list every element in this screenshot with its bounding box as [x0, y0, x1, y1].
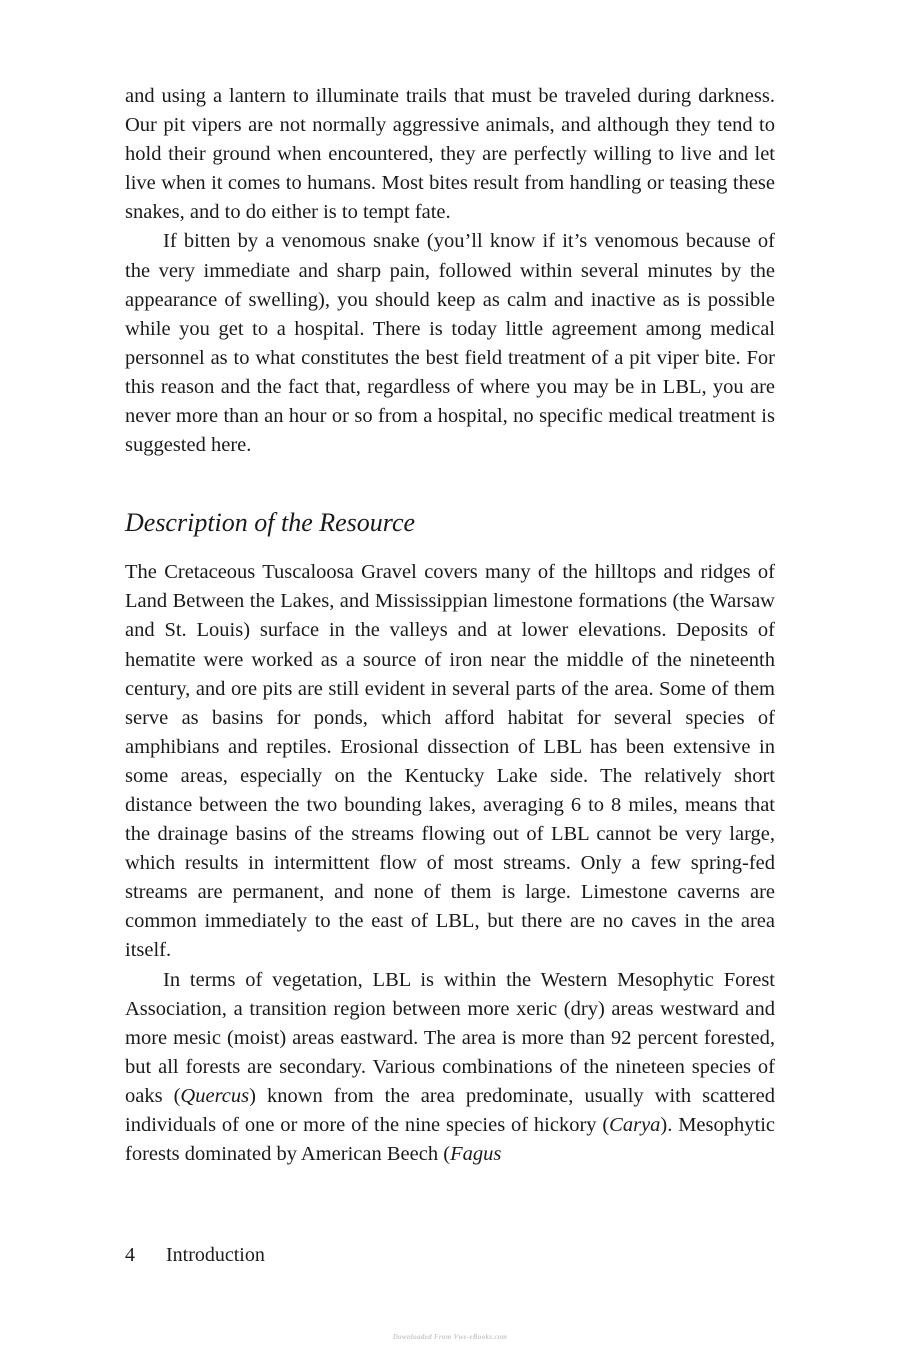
genus-quercus: Quercus: [180, 1084, 250, 1107]
vegetation-text-2: ) known from the area predominate, usually with scattered individuals of one or more of the nine species of hickory (: [125, 1084, 775, 1136]
page-footer: [125, 1242, 265, 1268]
page-body: [125, 82, 775, 1169]
page-number: 4: [125, 1244, 135, 1266]
running-title: Introduction: [166, 1244, 265, 1266]
vegetation-text-1: In terms of vegetation, LBL is within the Western Mesophytic Forest Association, a transition region between more xeric (dry) areas westward and more mesic (moist) areas eastward. The area is more than 92 percent forested, but all forests are secondary. Various combinations of the nineteen species of oaks (: [125, 968, 775, 1107]
download-watermark: Downloaded From Vwe-eBooks.com: [392, 1333, 508, 1341]
paragraph-snake-bite: If bitten by a venomous snake (you’ll know if it’s venomous because of the very immediate and sharp pain, followed within several minutes by the appearance of swelling), you should keep as calm and inactive as is possible while you get to a hospital. There is today little agreement among medical personnel as to what constitutes the best field treatment of a pit viper bite. For this reason and the fact that, regardless of where you may be in LBL, you are never more than an hour or so from a hospital, no specific medical treatment is suggested here.: [125, 230, 775, 457]
paragraph-geology: The Cretaceous Tuscaloosa Gravel covers many of the hilltops and ridges of Land Between the Lakes, and Mississippian limestone formations (the Warsaw and St. Louis) surface in the valleys and at lower elevations. Deposits of hematite were worked as a source of iron near the middle of the nineteenth century, and ore pits are still evident in several parts of the area. Some of them serve as basins for ponds, which afford habitat for several species of amphibians and reptiles. Erosional dissection of LBL has been extensive in some areas, especially on the Kentucky Lake side. The relatively short distance between the two bounding lakes, averaging 6 to 8 miles, means that the drainage basins of the streams flowing out of LBL cannot be very large, which results in intermittent flow of most streams. Only a few spring-fed streams are permanent, and none of them is large. Limestone caverns are common immediately to the east of LBL, but there are no caves in the area itself.: [125, 561, 775, 962]
paragraph-vegetation: [125, 966, 775, 1170]
vegetation-text-3: ). Mesophytic forests dominated by American Beech (: [125, 1114, 775, 1166]
paragraph-snake-safety: and using a lantern to illuminate trails that must be traveled during darkness. Our pit vipers are not normally aggressive animals, and although they tend to hold their ground when encountered, they are perfectly willing to live and let live when it comes to humans. Most bites result from handling or teasing these snakes, and to do either is to tempt fate.: [125, 85, 775, 224]
genus-carya: Carya: [609, 1114, 661, 1136]
genus-fagus: Fagus: [450, 1143, 502, 1166]
section-heading: Description of the Resource: [125, 508, 416, 538]
